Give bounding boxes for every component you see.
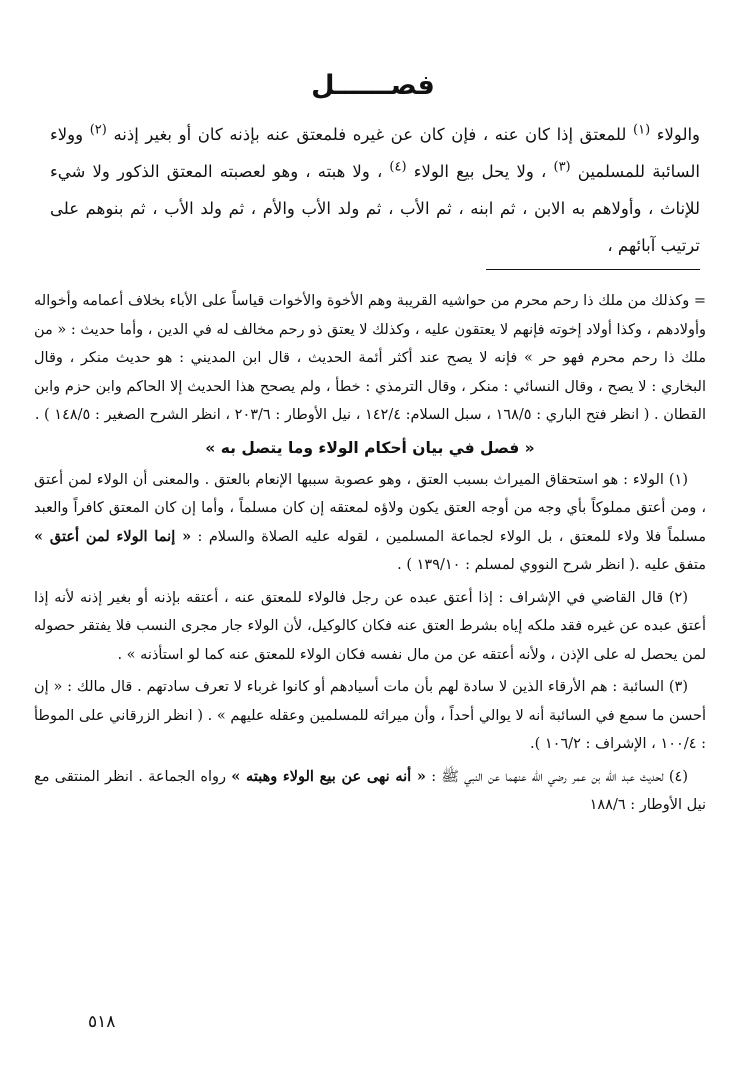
main-text-segment: ، ولا هبته ، وهو لعصبته المعتق الذكور ولا شيء للإناث ، وأولاهم به الابن ، ثم ابنه ، ثم الأب ، ثم ولد الأب والأم ، ثم ولد الأب ، ثم بنوهم على ترتيب آبائهم ، — [50, 162, 700, 255]
footnote-4 — [34, 763, 706, 820]
main-text-segment: للمعتق إذا كان عنه ، فإن كان عن غيره فلمعتق عنه بإذنه كان أو بغير إذنه — [113, 125, 627, 144]
main-text-segment: ، ولا يحل بيع الولاء — [413, 162, 547, 181]
footnote-continuation: = وكذلك من ملك ذا رحم محرم من حواشيه القريبة وهم الأخوة والأخوات قياساً على الأباء بخلاف أعمامه وأخواله وأولادهم ، وكذا أولاد إخوته فإنهم لا يعتقون عليه ، وكذلك لا يعتق ذو رحم مخالف له في الدين ، وأما حديث : « من ملك ذا رحم محرم فهو حر » فإنه لا يصح عند أكثر أئمة الحديث ، قال ابن المديني : هو حديث منكر ، وقال البخاري : لا يصح ، وقال النسائي : منكر ، وقال الترمذي : خطأ ، ولم يصحح هذا الحديث إلا الحاكم وابن حزم وابن القطان . ( انظر فتح الباري : ١٦٨/٥ ، سبل السلام: ١٤٢/٤ ، نيل الأوطار : ٢٠٣/٦ ، انظر الشرح الصغير : ١٤٨/٥ ) . — [34, 293, 706, 423]
footnote-ref-1: (١) — [633, 122, 651, 138]
chapter-title: فصــــــل — [311, 70, 435, 101]
footnote-text: متفق عليه .( انظر شرح النووي لمسلم : ١٣٩/١٠ ) . — [397, 557, 706, 573]
footnote-text: (١) الولاء : هو استحقاق الميراث بسبب العتق ، وهو عصوبة سببها الإنعام بالعتق . والمعنى أن الولاء لمن أعتق ، ومن أعتق مملوكاً بأي وجه من أوجه العتق يكون ولاؤه لمعتقه إن كان مسلماً ، وأما إن كان المعتق كافراً والعبد مسلماً فلا ولاء للمعتق ، بل الولاء لجماعة المسلمين ، لقوله عليه الصلاة والسلام : — [34, 471, 707, 545]
hadith-quote: « أنه نهى عن بيع الولاء وهبته » — [231, 767, 426, 785]
footnote-3: (٣) السائبة : هم الأرقاء الذين لا سادة لهم بأن مات أسيادهم أو كانوا غرباء لا تعرف سادتهم . قال مالك : « إن أحسن ما سمع في السائبة أنه لا يوالي أحداً ، وأن ميراثه للمسلمين وعقله عليهم » . ( انظر الزرقاني على الموطأ : ١٠٠/٤ ، الإشراف : ١٠٦/٢ ). — [34, 679, 706, 752]
footnote-text: (٤) لحديث عبد الله بن عمر رضي الله عنهما عن النبي ﷺ : — [431, 768, 689, 785]
footnote-ref-4: (٤) — [389, 159, 407, 175]
footnote-ref-3: (٣) — [553, 159, 571, 175]
footnotes — [34, 287, 706, 824]
main-text-segment: وولاء السائبة للمسلمين — [50, 125, 700, 181]
main-text-segment: والولاء — [656, 125, 701, 144]
main-paragraph — [50, 116, 700, 264]
footnote-section-heading: « فصل في بيان أحكام الولاء وما يتصل به » — [205, 438, 535, 457]
hadith-quote: « إنما الولاء لمن أعتق » — [34, 527, 192, 545]
footnote-1 — [34, 466, 706, 580]
footnote-text: رواه الجماعة . انظر المنتقى مع نيل الأوطار : ١٨٨/٦ — [34, 768, 706, 813]
main-text — [50, 116, 700, 264]
page-number: ٥١٨ — [88, 1012, 116, 1032]
footnote-separator — [486, 269, 700, 270]
footnote-ref-2: (٢) — [89, 122, 107, 138]
footnote-2: (٢) قال القاضي في الإشراف : إذا أعتق عبده عن رجل فالولاء للمعتق عنه ، أعتقه بإذنه أو بغير إذنه لأنه إذا أعتق عبده عن غيره فقد ملكه إياه بشرط العتق عنه فكان كالوكيل، لأن الولاء جار مجرى النسب فلا يفتقر حصوله لمن يحصل له على الإذن ، ولأنه أعتقه عن من مال نفسه فكان الولاء للمعتق عنه كما لو استأذنه » . — [34, 589, 706, 663]
